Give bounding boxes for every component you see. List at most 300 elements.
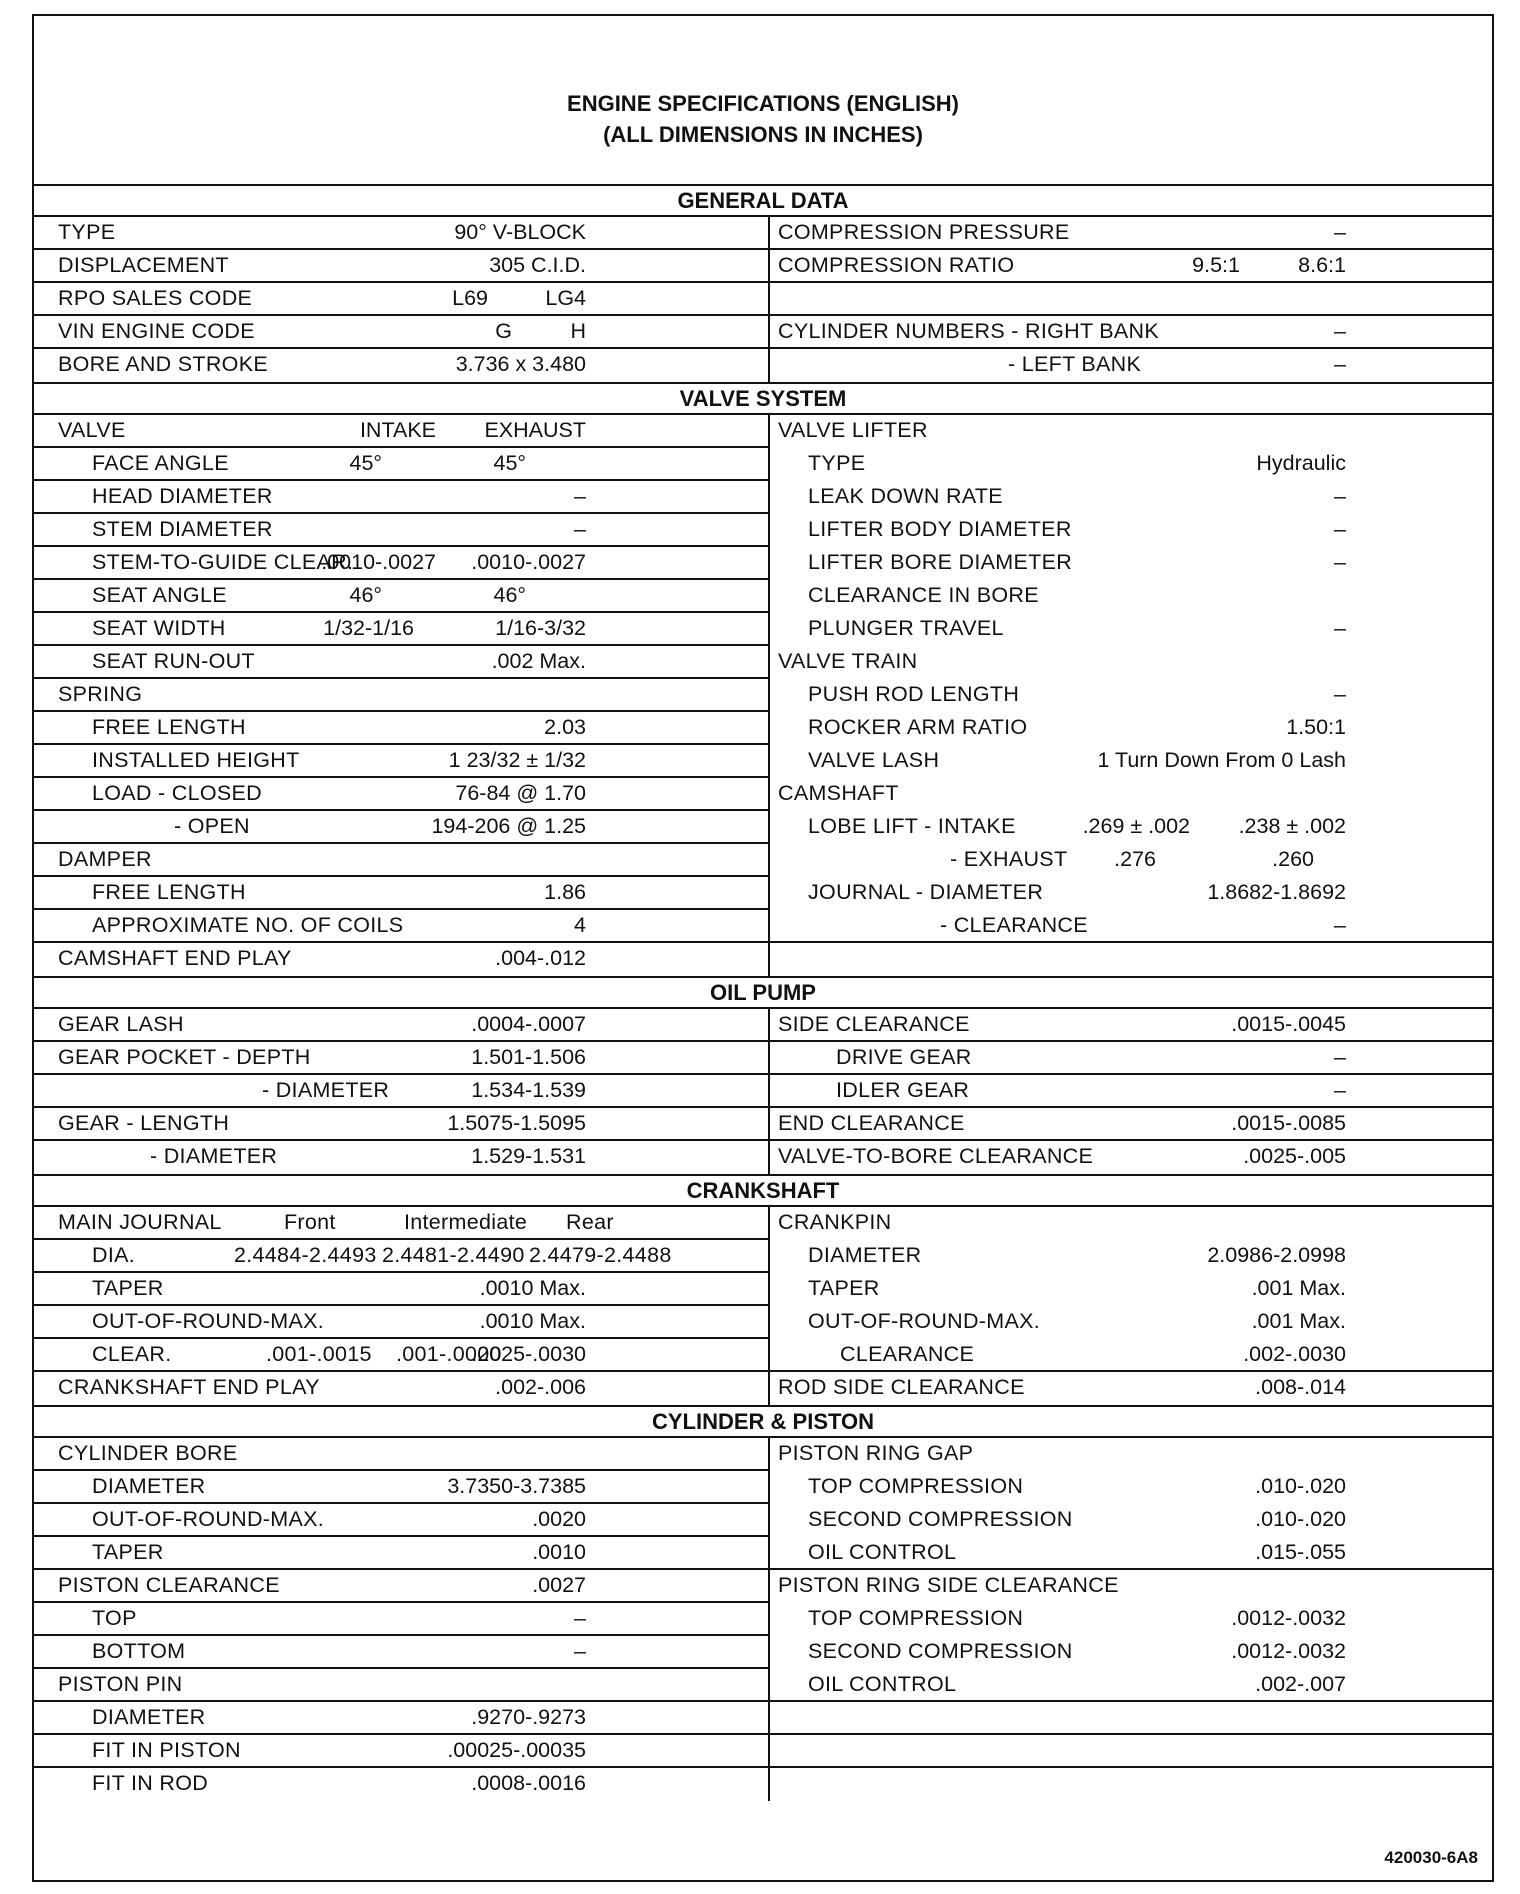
valve-valve-lash-value-value: 1 Turn Down From 0 Lash bbox=[1097, 748, 1346, 772]
general-cyl-right-value-value: – bbox=[1334, 319, 1346, 343]
valve-face-angle-intake-value: 45° bbox=[349, 451, 382, 475]
row-right-cell bbox=[770, 745, 1492, 778]
spec-row bbox=[34, 1339, 1492, 1372]
valve-plunger-label: PLUNGER TRAVEL bbox=[808, 616, 1004, 640]
row-left-cell bbox=[34, 448, 770, 481]
valve-lobe-intake-v2-value: .238 ± .002 bbox=[1238, 814, 1346, 838]
crank-rod-side-value-value: .008-.014 bbox=[1255, 1375, 1346, 1399]
oil-idler-gear-label: IDLER GEAR bbox=[836, 1078, 970, 1102]
spec-row bbox=[34, 514, 1492, 547]
valve-rocker-ratio-value-value: 1.50:1 bbox=[1286, 715, 1346, 739]
valve-leak-down-label: LEAK DOWN RATE bbox=[808, 484, 1003, 508]
crank-main-label: MAIN JOURNAL bbox=[58, 1210, 222, 1234]
valve-push-rod-value-value: – bbox=[1334, 682, 1346, 706]
oil-drive-gear-label: DRIVE GEAR bbox=[836, 1045, 972, 1069]
row-left-cell bbox=[34, 1240, 770, 1273]
row-right-cell bbox=[770, 547, 1492, 580]
general-comp-ratio-v2-value: 8.6:1 bbox=[1298, 253, 1346, 277]
row-right-cell bbox=[770, 778, 1492, 811]
cyl-gap-top-label: TOP COMPRESSION bbox=[808, 1474, 1024, 1498]
cyl-bottom-value-value: – bbox=[574, 1639, 586, 1663]
general-vin-v1-value: G bbox=[495, 319, 512, 343]
valve-valve-label: VALVE bbox=[58, 418, 126, 442]
spec-row bbox=[34, 580, 1492, 613]
oil-pocket-depth-label: GEAR POCKET - DEPTH bbox=[58, 1045, 311, 1069]
valve-lobe-intake-label: LOBE LIFT - INTAKE bbox=[808, 814, 1016, 838]
valve-seat-width-intake-value: 1/32-1/16 bbox=[323, 616, 414, 640]
crank-clear-intermediate: .001-.0020 bbox=[396, 1342, 502, 1366]
cyl-side-top-value-value: .0012-.0032 bbox=[1231, 1606, 1346, 1630]
spec-row bbox=[34, 1504, 1492, 1537]
cyl-ring-gap-label: PISTON RING GAP bbox=[778, 1441, 974, 1465]
row-left-cell bbox=[34, 283, 770, 316]
crank-dia-label: DIA. bbox=[92, 1243, 136, 1267]
valve-lobe-exhaust-v1-value: .276 bbox=[1114, 847, 1156, 871]
row-right-cell bbox=[770, 217, 1492, 250]
spec-row bbox=[34, 646, 1492, 679]
row-left-cell bbox=[34, 1207, 770, 1240]
cyl-fit-rod-label: FIT IN ROD bbox=[92, 1771, 209, 1795]
oil-gear-length-value-value: 1.5075-1.5095 bbox=[447, 1111, 586, 1135]
row-left-cell bbox=[34, 778, 770, 811]
cyl-fit-piston-value-value: .00025-.00035 bbox=[447, 1738, 586, 1762]
valve-train-label: VALVE TRAIN bbox=[778, 649, 918, 673]
crank-dia-intermediate: 2.4481-2.4490 bbox=[382, 1243, 525, 1267]
valve-lifter-body-label: LIFTER BODY DIAMETER bbox=[808, 517, 1072, 541]
valve-seat-width-exhaust-value: 1/16-3/32 bbox=[495, 616, 586, 640]
crank-pin-taper-value-value: .001 Max. bbox=[1251, 1276, 1346, 1300]
oil-pocket-dia-value-value: 1.534-1.539 bbox=[471, 1078, 586, 1102]
crank-main-front: Front bbox=[284, 1210, 336, 1234]
sheet-title bbox=[34, 88, 1492, 150]
spec-row bbox=[34, 1636, 1492, 1669]
row-right-cell bbox=[770, 679, 1492, 712]
section-header-valve: VALVE SYSTEM bbox=[34, 382, 1492, 415]
row-left-cell bbox=[34, 1339, 770, 1372]
cyl-gap-second-value-value: .010-.020 bbox=[1255, 1507, 1346, 1531]
spec-row bbox=[34, 415, 1492, 448]
spec-row bbox=[34, 1768, 1492, 1801]
crank-main-rear: Rear bbox=[566, 1210, 614, 1234]
row-right-cell bbox=[770, 1372, 1492, 1405]
row-left-cell bbox=[34, 316, 770, 349]
row-left-cell bbox=[34, 1273, 770, 1306]
oil-gear-dia-value-value: 1.529-1.531 bbox=[471, 1144, 586, 1168]
cyl-ring-side-label: PISTON RING SIDE CLEARANCE bbox=[778, 1573, 1119, 1597]
row-left-cell bbox=[34, 712, 770, 745]
spec-row bbox=[34, 844, 1492, 877]
valve-journal-dia-value-value: 1.8682-1.8692 bbox=[1207, 880, 1346, 904]
cyl-pin-label: PISTON PIN bbox=[58, 1672, 183, 1696]
valve-coils-value-value: 4 bbox=[574, 913, 586, 937]
row-right-cell bbox=[770, 1702, 1492, 1735]
spec-row bbox=[34, 1702, 1492, 1735]
valve-valve-exhaust-value: EXHAUST bbox=[484, 418, 586, 442]
general-comp-pressure-value-value: – bbox=[1334, 220, 1346, 244]
valve-seat-angle-exhaust-value: 46° bbox=[493, 583, 526, 607]
row-left-cell bbox=[34, 1735, 770, 1768]
general-type-label: TYPE bbox=[58, 220, 116, 244]
spec-row bbox=[34, 547, 1492, 580]
spec-row bbox=[34, 1075, 1492, 1108]
cyl-side-second-label: SECOND COMPRESSION bbox=[808, 1639, 1073, 1663]
crank-pin-taper-label: TAPER bbox=[808, 1276, 880, 1300]
spec-row bbox=[34, 1570, 1492, 1603]
cyl-top-value-value: – bbox=[574, 1606, 586, 1630]
row-left-cell bbox=[34, 1603, 770, 1636]
cyl-bottom-label: BOTTOM bbox=[92, 1639, 186, 1663]
valve-damper-free-length-value-value: 1.86 bbox=[544, 880, 586, 904]
valve-seat-width-label: SEAT WIDTH bbox=[92, 616, 226, 640]
row-right-cell bbox=[770, 1009, 1492, 1042]
crank-pin-dia-label: DIAMETER bbox=[808, 1243, 922, 1267]
row-left-cell bbox=[34, 1141, 770, 1174]
valve-load-open-value-value: 194-206 @ 1.25 bbox=[431, 814, 586, 838]
cyl-bore-dia-value-value: 3.7350-3.7385 bbox=[447, 1474, 586, 1498]
valve-journal-clear-value-value: – bbox=[1334, 913, 1346, 937]
general-cyl-left-label: - LEFT BANK bbox=[1008, 352, 1142, 376]
general-comp-ratio-label: COMPRESSION RATIO bbox=[778, 253, 1015, 277]
valve-valve-intake-value: INTAKE bbox=[359, 418, 436, 442]
spec-row bbox=[34, 679, 1492, 712]
oil-valve-bore-label: VALVE-TO-BORE CLEARANCE bbox=[778, 1144, 1094, 1168]
row-left-cell bbox=[34, 349, 770, 382]
row-left-cell bbox=[34, 1438, 770, 1471]
row-left-cell bbox=[34, 1702, 770, 1735]
crank-crankpin-label: CRANKPIN bbox=[778, 1210, 892, 1234]
spec-row bbox=[34, 481, 1492, 514]
row-left-cell bbox=[34, 580, 770, 613]
row-right-cell bbox=[770, 1471, 1492, 1504]
cyl-pin-dia-label: DIAMETER bbox=[92, 1705, 206, 1729]
row-left-cell bbox=[34, 1372, 770, 1405]
title-line-1: ENGINE SPECIFICATIONS (ENGLISH) bbox=[567, 91, 959, 116]
spec-row bbox=[34, 877, 1492, 910]
oil-gear-length-label: GEAR - LENGTH bbox=[58, 1111, 230, 1135]
crank-pin-oor-label: OUT-OF-ROUND-MAX. bbox=[808, 1309, 1041, 1333]
cyl-side-top-label: TOP COMPRESSION bbox=[808, 1606, 1024, 1630]
cyl-fit-piston-label: FIT IN PISTON bbox=[92, 1738, 241, 1762]
row-left-cell bbox=[34, 745, 770, 778]
valve-lifter-bore-label: LIFTER BORE DIAMETER bbox=[808, 550, 1073, 574]
cyl-bore-dia-label: DIAMETER bbox=[92, 1474, 206, 1498]
valve-journal-dia-label: JOURNAL - DIAMETER bbox=[808, 880, 1044, 904]
crank-clear-front: .001-.0015 bbox=[266, 1342, 372, 1366]
row-left-cell bbox=[34, 1537, 770, 1570]
row-right-cell bbox=[770, 415, 1492, 448]
spec-row bbox=[34, 250, 1492, 283]
row-right-cell bbox=[770, 1042, 1492, 1075]
spec-row bbox=[34, 1438, 1492, 1471]
row-left-cell bbox=[34, 679, 770, 712]
spec-row bbox=[34, 1537, 1492, 1570]
row-left-cell bbox=[34, 1108, 770, 1141]
valve-head-dia-value-value: – bbox=[574, 484, 586, 508]
row-right-cell bbox=[770, 1273, 1492, 1306]
crank-clear-label: CLEAR. bbox=[92, 1342, 172, 1366]
valve-lobe-exhaust-label: - EXHAUST bbox=[950, 847, 1068, 871]
row-left-cell bbox=[34, 646, 770, 679]
spec-row bbox=[34, 778, 1492, 811]
general-cyl-right-label: CYLINDER NUMBERS - RIGHT BANK bbox=[778, 319, 1160, 343]
row-right-cell bbox=[770, 712, 1492, 745]
crank-end-play-label: CRANKSHAFT END PLAY bbox=[58, 1375, 320, 1399]
row-right-cell bbox=[770, 1537, 1492, 1570]
valve-face-angle-label: FACE ANGLE bbox=[92, 451, 229, 475]
general-comp-ratio-v1-value: 9.5:1 bbox=[1192, 253, 1240, 277]
spec-row bbox=[34, 1207, 1492, 1240]
row-left-cell bbox=[34, 415, 770, 448]
crank-dia-front: 2.4484-2.4493 bbox=[234, 1243, 377, 1267]
row-right-cell bbox=[770, 1075, 1492, 1108]
row-right-cell bbox=[770, 1603, 1492, 1636]
row-left-cell bbox=[34, 481, 770, 514]
row-left-cell bbox=[34, 1042, 770, 1075]
valve-free-length-label: FREE LENGTH bbox=[92, 715, 246, 739]
row-right-cell bbox=[770, 514, 1492, 547]
row-left-cell bbox=[34, 877, 770, 910]
cyl-gap-second-label: SECOND COMPRESSION bbox=[808, 1507, 1073, 1531]
spec-row bbox=[34, 1273, 1492, 1306]
valve-installed-height-value-value: 1 23/32 ± 1/32 bbox=[448, 748, 586, 772]
crank-main-intermediate: Intermediate bbox=[404, 1210, 528, 1234]
spec-row bbox=[34, 943, 1492, 976]
general-bore-value-value: 3.736 x 3.480 bbox=[455, 352, 586, 376]
valve-load-open-label: - OPEN bbox=[174, 814, 250, 838]
row-left-cell bbox=[34, 514, 770, 547]
cyl-top-label: TOP bbox=[92, 1606, 137, 1630]
section-header-crank: CRANKSHAFT bbox=[34, 1174, 1492, 1207]
spec-row bbox=[34, 448, 1492, 481]
crank-dia-rear: 2.4479-2.4488 bbox=[529, 1243, 672, 1267]
section-header-cyl: CYLINDER & PISTON bbox=[34, 1405, 1492, 1438]
row-right-cell bbox=[770, 1339, 1492, 1372]
row-right-cell bbox=[770, 1438, 1492, 1471]
cyl-bore-label: CYLINDER BORE bbox=[58, 1441, 238, 1465]
valve-lobe-exhaust-v2-value: .260 bbox=[1272, 847, 1314, 871]
spec-row bbox=[34, 217, 1492, 250]
row-right-cell bbox=[770, 1141, 1492, 1174]
row-right-cell bbox=[770, 316, 1492, 349]
oil-side-clear-label: SIDE CLEARANCE bbox=[778, 1012, 970, 1036]
row-left-cell bbox=[34, 1075, 770, 1108]
valve-head-dia-label: HEAD DIAMETER bbox=[92, 484, 273, 508]
row-right-cell bbox=[770, 646, 1492, 679]
row-right-cell bbox=[770, 1735, 1492, 1768]
crank-pin-dia-value-value: 2.0986-2.0998 bbox=[1207, 1243, 1346, 1267]
row-right-cell bbox=[770, 910, 1492, 943]
spec-row bbox=[34, 613, 1492, 646]
oil-gear-lash-label: GEAR LASH bbox=[58, 1012, 184, 1036]
row-left-cell bbox=[34, 943, 770, 976]
section-header-general: GENERAL DATA bbox=[34, 184, 1492, 217]
spec-row bbox=[34, 1108, 1492, 1141]
spec-row bbox=[34, 283, 1492, 316]
valve-lifter-bore-value-value: – bbox=[1334, 550, 1346, 574]
row-left-cell bbox=[34, 1504, 770, 1537]
valve-clearance-bore-label: CLEARANCE IN BORE bbox=[808, 583, 1039, 607]
cyl-side-oil-label: OIL CONTROL bbox=[808, 1672, 957, 1696]
spec-row bbox=[34, 910, 1492, 943]
row-right-cell bbox=[770, 1207, 1492, 1240]
spec-row bbox=[34, 316, 1492, 349]
valve-free-length-value-value: 2.03 bbox=[544, 715, 586, 739]
cyl-gap-oil-value-value: .015-.055 bbox=[1255, 1540, 1346, 1564]
valve-camshaft-label: CAMSHAFT bbox=[778, 781, 899, 805]
cyl-gap-oil-label: OIL CONTROL bbox=[808, 1540, 957, 1564]
valve-damper-label: DAMPER bbox=[58, 847, 152, 871]
valve-stem-guide-intake-value: .0010-.0027 bbox=[321, 550, 436, 574]
row-left-cell bbox=[34, 1009, 770, 1042]
valve-spring-label: SPRING bbox=[58, 682, 143, 706]
spec-table bbox=[34, 184, 1492, 1801]
section-header-oil: OIL PUMP bbox=[34, 976, 1492, 1009]
spec-row bbox=[34, 1603, 1492, 1636]
crank-oor-label: OUT-OF-ROUND-MAX. bbox=[92, 1309, 325, 1333]
cyl-pin-dia-value-value: .9270-.9273 bbox=[471, 1705, 586, 1729]
spec-row bbox=[34, 1372, 1492, 1405]
cyl-bore-oor-label: OUT-OF-ROUND-MAX. bbox=[92, 1507, 325, 1531]
row-right-cell bbox=[770, 1570, 1492, 1603]
cyl-bore-oor-value-value: .0020 bbox=[532, 1507, 586, 1531]
row-right-cell bbox=[770, 1306, 1492, 1339]
cyl-gap-top-value-value: .010-.020 bbox=[1255, 1474, 1346, 1498]
valve-coils-label: APPROXIMATE NO. OF COILS bbox=[92, 913, 404, 937]
spec-row bbox=[34, 1735, 1492, 1768]
oil-drive-gear-value-value: – bbox=[1334, 1045, 1346, 1069]
oil-idler-gear-value-value: – bbox=[1334, 1078, 1346, 1102]
valve-load-closed-value-value: 76-84 @ 1.70 bbox=[455, 781, 586, 805]
crank-clear-rear-value: .0025-.0030 bbox=[471, 1342, 586, 1366]
row-right-cell bbox=[770, 811, 1492, 844]
crank-pin-clear-value-value: .002-.0030 bbox=[1243, 1342, 1346, 1366]
spec-row bbox=[34, 349, 1492, 382]
valve-lobe-intake-v1-value: .269 ± .002 bbox=[1082, 814, 1190, 838]
row-right-cell bbox=[770, 1504, 1492, 1537]
row-left-cell bbox=[34, 1768, 770, 1801]
spec-row bbox=[34, 1042, 1492, 1075]
row-left-cell bbox=[34, 1471, 770, 1504]
valve-seat-angle-intake-value: 46° bbox=[349, 583, 382, 607]
cyl-bore-taper-label: TAPER bbox=[92, 1540, 164, 1564]
valve-cam-end-play-value-value: .004-.012 bbox=[495, 946, 586, 970]
valve-lifter-label: VALVE LIFTER bbox=[778, 418, 928, 442]
row-right-cell bbox=[770, 1240, 1492, 1273]
general-comp-pressure-label: COMPRESSION PRESSURE bbox=[778, 220, 1070, 244]
crank-rod-side-label: ROD SIDE CLEARANCE bbox=[778, 1375, 1025, 1399]
oil-gear-lash-value-value: .0004-.0007 bbox=[471, 1012, 586, 1036]
valve-rocker-ratio-label: ROCKER ARM RATIO bbox=[808, 715, 1028, 739]
valve-face-angle-exhaust-value: 45° bbox=[493, 451, 526, 475]
spec-row bbox=[34, 1306, 1492, 1339]
cyl-fit-rod-value-value: .0008-.0016 bbox=[471, 1771, 586, 1795]
spec-row bbox=[34, 1141, 1492, 1174]
spec-row bbox=[34, 811, 1492, 844]
row-left-cell bbox=[34, 547, 770, 580]
row-left-cell bbox=[34, 1636, 770, 1669]
cyl-bore-taper-value-value: .0010 bbox=[532, 1540, 586, 1564]
valve-valve-lash-label: VALVE LASH bbox=[808, 748, 940, 772]
oil-side-clear-value-value: .0015-.0045 bbox=[1231, 1012, 1346, 1036]
general-rpo-label: RPO SALES CODE bbox=[58, 286, 253, 310]
row-left-cell bbox=[34, 910, 770, 943]
spec-row bbox=[34, 1471, 1492, 1504]
oil-end-clear-value-value: .0015-.0085 bbox=[1231, 1111, 1346, 1135]
general-displacement-label: DISPLACEMENT bbox=[58, 253, 229, 277]
row-right-cell bbox=[770, 943, 1492, 976]
row-right-cell bbox=[770, 250, 1492, 283]
row-left-cell bbox=[34, 613, 770, 646]
valve-stem-dia-value-value: – bbox=[574, 517, 586, 541]
valve-seat-runout-value-value: .002 Max. bbox=[491, 649, 586, 673]
oil-end-clear-label: END CLEARANCE bbox=[778, 1111, 965, 1135]
row-right-cell bbox=[770, 844, 1492, 877]
row-right-cell bbox=[770, 580, 1492, 613]
general-rpo-v1-value: L69 bbox=[452, 286, 488, 310]
general-bore-label: BORE AND STROKE bbox=[58, 352, 268, 376]
valve-lifter-type-value-value: Hydraulic bbox=[1256, 451, 1346, 475]
valve-damper-free-length-label: FREE LENGTH bbox=[92, 880, 246, 904]
row-left-cell bbox=[34, 250, 770, 283]
row-left-cell bbox=[34, 1306, 770, 1339]
crank-taper-label: TAPER bbox=[92, 1276, 164, 1300]
general-vin-v2-value: H bbox=[570, 319, 586, 343]
row-right-cell bbox=[770, 1108, 1492, 1141]
crank-taper-value-value: .0010 Max. bbox=[479, 1276, 586, 1300]
row-right-cell bbox=[770, 1768, 1492, 1801]
row-left-cell bbox=[34, 1669, 770, 1702]
row-left-cell bbox=[34, 217, 770, 250]
row-right-cell bbox=[770, 448, 1492, 481]
oil-gear-dia-label: - DIAMETER bbox=[150, 1144, 278, 1168]
row-right-cell bbox=[770, 1636, 1492, 1669]
valve-seat-runout-label: SEAT RUN-OUT bbox=[92, 649, 255, 673]
valve-plunger-value-value: – bbox=[1334, 616, 1346, 640]
spec-sheet bbox=[32, 14, 1494, 1882]
valve-load-closed-label: LOAD - CLOSED bbox=[92, 781, 262, 805]
crank-oor-value-value: .0010 Max. bbox=[479, 1309, 586, 1333]
crank-pin-oor-value-value: .001 Max. bbox=[1251, 1309, 1346, 1333]
spec-row bbox=[34, 745, 1492, 778]
oil-valve-bore-value-value: .0025-.005 bbox=[1243, 1144, 1346, 1168]
general-displacement-value-value: 305 C.I.D. bbox=[489, 253, 586, 277]
valve-journal-clear-label: - CLEARANCE bbox=[940, 913, 1088, 937]
figure-code: 420030-6A8 bbox=[1384, 1848, 1478, 1867]
spec-row bbox=[34, 712, 1492, 745]
oil-pocket-dia-label: - DIAMETER bbox=[262, 1078, 390, 1102]
general-type-value-value: 90° V-BLOCK bbox=[454, 220, 586, 244]
row-right-cell bbox=[770, 481, 1492, 514]
valve-installed-height-label: INSTALLED HEIGHT bbox=[92, 748, 300, 772]
cyl-piston-clear-value-value: .0027 bbox=[532, 1573, 586, 1597]
valve-stem-guide-label: STEM-TO-GUIDE CLEAR. bbox=[92, 550, 354, 574]
row-right-cell bbox=[770, 1669, 1492, 1702]
oil-pocket-depth-value-value: 1.501-1.506 bbox=[471, 1045, 586, 1069]
valve-leak-down-value-value: – bbox=[1334, 484, 1346, 508]
row-right-cell bbox=[770, 283, 1492, 316]
cyl-piston-clear-label: PISTON CLEARANCE bbox=[58, 1573, 280, 1597]
general-cyl-left-value-value: – bbox=[1334, 352, 1346, 376]
general-rpo-v2-value: LG4 bbox=[545, 286, 586, 310]
spec-row bbox=[34, 1240, 1492, 1273]
valve-lifter-body-value-value: – bbox=[1334, 517, 1346, 541]
crank-end-play-value-value: .002-.006 bbox=[495, 1375, 586, 1399]
row-right-cell bbox=[770, 349, 1492, 382]
valve-stem-guide-exhaust-value: .0010-.0027 bbox=[471, 550, 586, 574]
valve-cam-end-play-label: CAMSHAFT END PLAY bbox=[58, 946, 292, 970]
valve-stem-dia-label: STEM DIAMETER bbox=[92, 517, 273, 541]
row-left-cell bbox=[34, 844, 770, 877]
